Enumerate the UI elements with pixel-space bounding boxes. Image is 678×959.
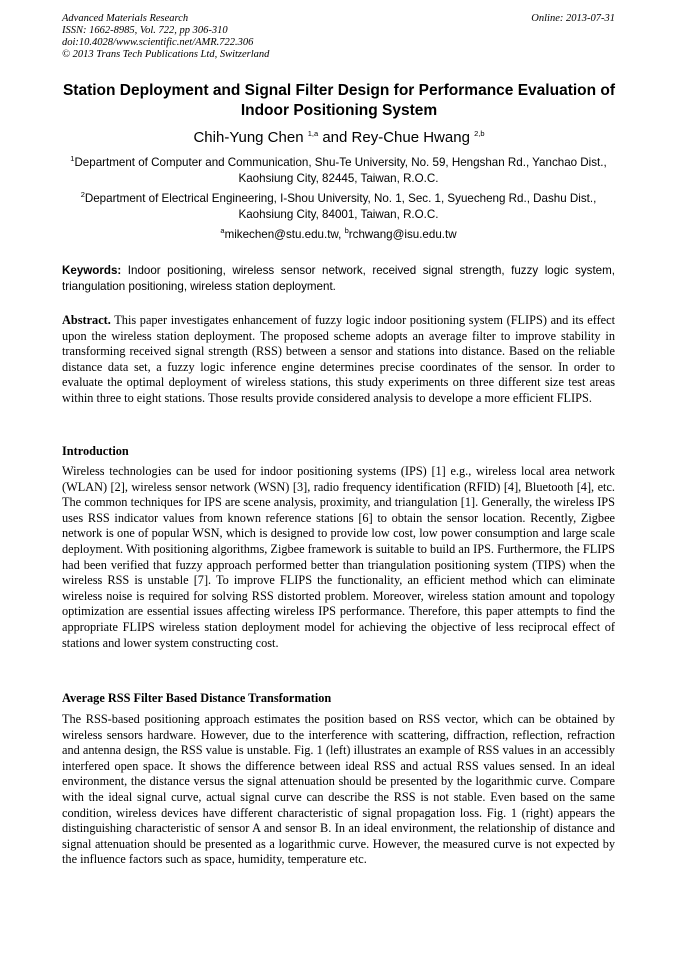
copyright-line: © 2013 Trans Tech Publications Ltd, Switzerland [62,49,270,60]
keywords-block [62,263,615,294]
email-a[interactable]: mikechen@stu.edu.tw, [224,228,342,241]
keywords-label: Keywords: [62,264,122,277]
author-1: Chih-Yung Chen [193,129,304,146]
author-line [55,128,623,148]
keywords-text: Indoor positioning, wireless sensor network, received signal strength, fuzzy logic system, triangulation positioning, wireless station deployment. [62,264,615,293]
affiliation-1 [62,155,615,187]
section-body-rss-filter: The RSS-based positioning approach estimates the position based on RSS vector, which can be obtained by wireless sensors hardware. However, due to the interference with scattering, diffraction, reflection, refraction and antenna design, the RSS value is unstable. Fig. 1 (left) illustrates an example of RSS values in an accessibly interfered open space. It shows the difference between ideal RSS and actual RSS values sensed. In an ideal environment, the distance versus the signal attenuation should be presented by the logarithmic curve. Compare with the ideal signal curve, actual signal curve can describe the RSS is not stable. Even based on the same condition, wireless devices have different characteristic of signal propagation loss. Fig. 1 (right) appears the distinguishing characteristic of sensor A and sensor B. In an ideal environment, the relationship of distance and signal attenuation should be presented as a logarithmic curve. However, the measured curve is not expected by the influence factors such as space, humidity, temperature etc. [62,712,615,867]
email-b-mark: b [344,226,349,236]
email-b[interactable]: rchwang@isu.edu.tw [348,228,457,241]
section-heading-introduction: Introduction [62,444,129,458]
affiliation-2 [62,191,615,223]
author-2-affiliation-mark: 2,b [474,129,485,138]
author-1-affiliation-mark: 1,a [307,129,319,138]
section-body-introduction: Wireless technologies can be used for indoor positioning systems (IPS) [1] e.g., wireless local area network (WLAN) [2], wireless sensor network (WSN) [3], radio frequency identification (RFID) [4], Bluetooth [4], etc. The common techniques for IPS are scene analysis, proximity, and triangulation [1]. Generally, the wireless IPS uses RSS indicator values from known reference stations [6] to obtain the sensor location. Recently, Zigbee network is one of popular WSN, which is designed to provide low cost, low power consumption and large scale deployment. With positioning algorithms, Zigbee framework is suitable to build an IPS. Furthermore, the FLIPS had been verified that fuzzy approach performed better than triangulation positioning system (TIPS) when the wireless RSS is unstable [7]. To improve FLIPS the functionality, an efficient method which can eliminate wireless noise is required for solving RSS distorted problem. Moreover, wireless station amount and topology optimization are essential issues affecting wireless IPS performance. Therefore, this paper attempts to find the appropriate FLIPS wireless station deployment model for achieving the objective of less reciprocal effect of stations and lower system constructing cost. [62,464,615,650]
paper-title: Station Deployment and Signal Filter Design for Performance Evaluation of Indoor Positioning System [62,82,616,119]
affiliation-1-mark: 1 [70,154,75,164]
abstract-label: Abstract. [62,313,111,327]
affiliation-1-text: Department of Computer and Communication, Shu-Te University, No. 59, Hengshan Rd., Yanchao Dist., Kaohsiung City, 82445, Taiwan, R.O.C. [74,156,607,185]
affiliation-2-mark: 2 [80,190,85,200]
journal-name: Advanced Materials Research [62,13,189,24]
issn-line: ISSN: 1662-8985, Vol. 722, pp 306-310 [62,25,228,36]
section-heading-rss-filter: Average RSS Filter Based Distance Transformation [62,691,332,705]
author-2: Rey-Chue Hwang [351,129,470,146]
abstract-text: This paper investigates enhancement of fuzzy logic indoor positioning system (FLIPS) and its effect upon the wireless station deployment. The proposed scheme adopts an average filter to improve stability in transforming received signal strength (RSS) between a sensor and stations into distance. Based on the reliable distance data set, a fuzzy logic inference engine determines precise coordinates of the sensor. In order to evaluate the optimal deployment of wireless stations, this study experiments on three different size test areas within three to eight stations. Those results provide considered analysis to develope a more efficient FLIPS. [62,313,615,405]
email-a-mark: a [220,226,225,236]
author-connector: and [322,129,348,146]
author-emails [62,227,615,243]
affiliation-2-text: Department of Electrical Engineering, I-Shou University, No. 1, Sec. 1, Syuecheng Rd., Dashu Dist., Kaohsiung City, 84001, Taiwan, R.O.C. [84,192,597,221]
journal-header [62,13,615,61]
abstract-block [62,313,615,407]
online-date: Online: 2013-07-31 [531,13,615,24]
doi-line: doi:10.4028/www.scientific.net/AMR.722.306 [62,37,254,48]
